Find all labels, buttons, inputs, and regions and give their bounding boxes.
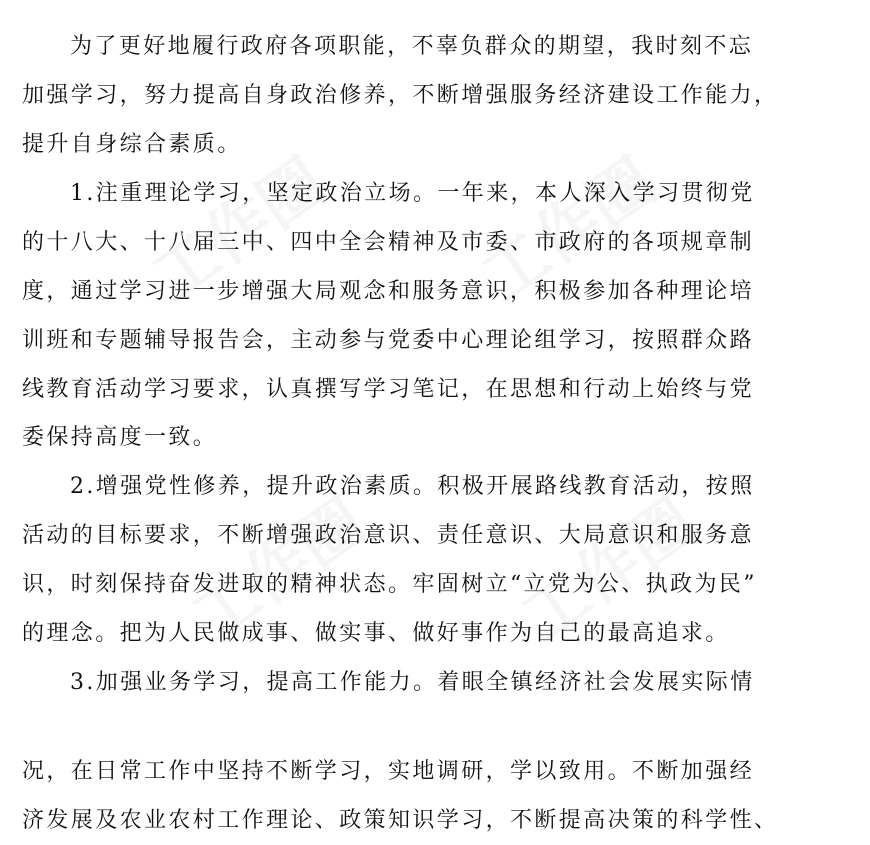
- paragraph-2-line-2: 的十八大、十八届三中、四中全会精神及市委、市政府的各项规章制: [22, 230, 755, 255]
- paragraph-4-line-1: 3.加强业务学习，提高工作能力。着眼全镇经济社会发展实际情: [70, 670, 755, 695]
- paragraph-4-line-2: 况，在日常工作中坚持不断学习，实地调研，学以致用。不断加强经: [22, 759, 755, 784]
- watermark-text: 工作圈: [139, 145, 340, 317]
- paragraph-1-line-2: 加强学习，努力提高自身政治修养，不断增强服务经济建设工作能力，: [22, 83, 779, 108]
- paragraph-2-line-1: 1.注重理论学习，坚定政治立场。一年来，本人深入学习贯彻党: [70, 181, 755, 206]
- watermark-text: 工作圈: [509, 485, 710, 657]
- watermark-text: 工作圈: [179, 485, 380, 657]
- paragraph-1-line-1: 为了更好地履行政府各项职能，不辜负群众的期望，我时刻不忘: [70, 34, 754, 59]
- paragraph-3-line-4: 的理念。把为人民做成事、做实事、做好事作为自己的最高追求。: [22, 621, 730, 646]
- paragraph-3-line-2: 活动的目标要求，不断增强政治意识、责任意识、大局意识和服务意: [22, 523, 755, 548]
- paragraph-2-line-5: 线教育活动学习要求，认真撰写学习笔记，在思想和行动上始终与党: [22, 377, 755, 402]
- paragraph-4-line-3: 济发展及农业农村工作理论、政策知识学习，不断提高决策的科学性、: [22, 808, 779, 833]
- paragraph-2-line-3: 度，通过学习进一步增强大局观念和服务意识，积极参加各种理论培: [22, 279, 755, 304]
- paragraph-2-line-4: 训班和专题辅导报告会，主动参与党委中心理论组学习，按照群众路: [22, 328, 755, 353]
- paragraph-3-line-3: 识，时刻保持奋发进取的精神状态。牢固树立“立党为公、执政为民”: [22, 572, 757, 597]
- paragraph-1-line-3: 提升自身综合素质。: [22, 132, 242, 157]
- paragraph-3-line-1: 2.增强党性修养，提升政治素质。积极开展路线教育活动，按照: [70, 474, 755, 499]
- watermark-text: 工作圈: [469, 145, 670, 317]
- paragraph-2-line-6: 委保持高度一致。: [22, 425, 218, 450]
